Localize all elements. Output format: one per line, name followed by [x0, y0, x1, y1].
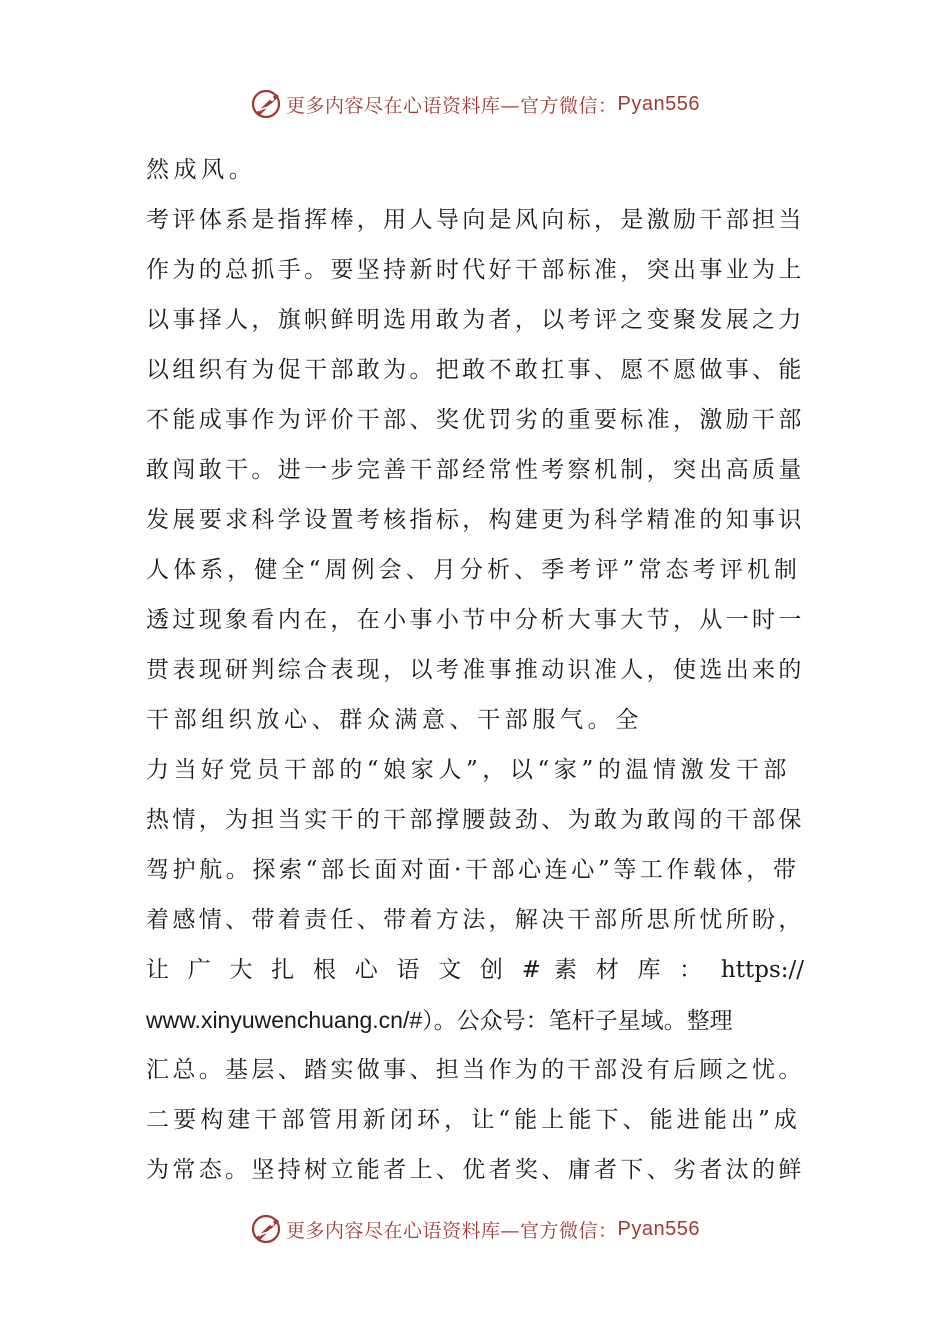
pen-logo-icon: [250, 1212, 284, 1246]
text-line-url: www.xinyuwenchuang.cn/#）。公众号：笔杆子星域。整理: [146, 1007, 733, 1033]
text-line: 二要构建干部管用新闭环，让“能上能下、能进能出”成: [146, 1107, 802, 1133]
header-banner: [0, 84, 950, 124]
footer-banner: [0, 1209, 950, 1249]
text-line: 热情，为担当实干的干部撑腰鼓劲、为敢为敢闯的干部保: [146, 807, 805, 833]
text-line: 考评体系是指挥棒，用人导向是风向标，是激励干部担当: [146, 207, 805, 233]
text-line: 以组织有为促干部敢为。把敢不敢扛事、愿不愿做事、能: [146, 357, 805, 383]
text-line: 作为的总抓手。要坚持新时代好干部标准，突出事业为上: [146, 257, 805, 283]
text-line: 以事择人，旗帜鲜明选用敢为者，以考评之变聚发展之力: [146, 307, 805, 333]
text-line: 透过现象看内在，在小事小节中分析大事大节，从一时一: [146, 607, 805, 633]
text-line: 着感情、带着责任、带着方法，解决干部所思所忧所盼，: [146, 907, 805, 933]
text-line: 汇总。基层、踏实做事、担当作为的干部没有后顾之忧。: [146, 1057, 805, 1083]
footer-banner-text: 更多内容尽在心语资料库—官方微信：: [286, 1219, 618, 1242]
header-wechat-id: Pyan556: [617, 92, 700, 115]
pen-logo-icon: [250, 87, 284, 121]
text-line: 干部组织放心、群众满意、干部服气。全: [146, 707, 643, 733]
text-line: 然成风。: [146, 157, 257, 183]
footer-wechat-id: Pyan556: [617, 1217, 700, 1240]
text-line: 驾护航。探索“部长面对面·干部心连心”等工作载体，带: [146, 857, 800, 883]
text-line: 发展要求科学设置考核指标，构建更为科学精准的知事识: [146, 507, 805, 533]
header-banner-text: 更多内容尽在心语资料库—官方微信：: [286, 94, 618, 117]
text-line: 贯表现研判综合表现，以考准事推动识准人，使选出来的: [146, 657, 805, 683]
text-line: 力当好党员干部的“娘家人”，以“家”的温情激发干部: [146, 757, 792, 783]
document-body: [146, 145, 804, 1195]
text-line: 不能成事作为评价干部、奖优罚劣的重要标准，激励干部: [146, 407, 805, 433]
text-line: 人体系，健全“周例会、月分析、季考评”常态考评机制: [146, 557, 802, 583]
text-line: 让 广 大 扎 根 心 语 文 创 # 素 材 库 ： https://: [146, 957, 804, 983]
text-line: 为常态。坚持树立能者上、优者奖、庸者下、劣者汰的鲜: [146, 1157, 805, 1183]
text-line: 敢闯敢干。进一步完善干部经常性考察机制，突出高质量: [146, 457, 805, 483]
